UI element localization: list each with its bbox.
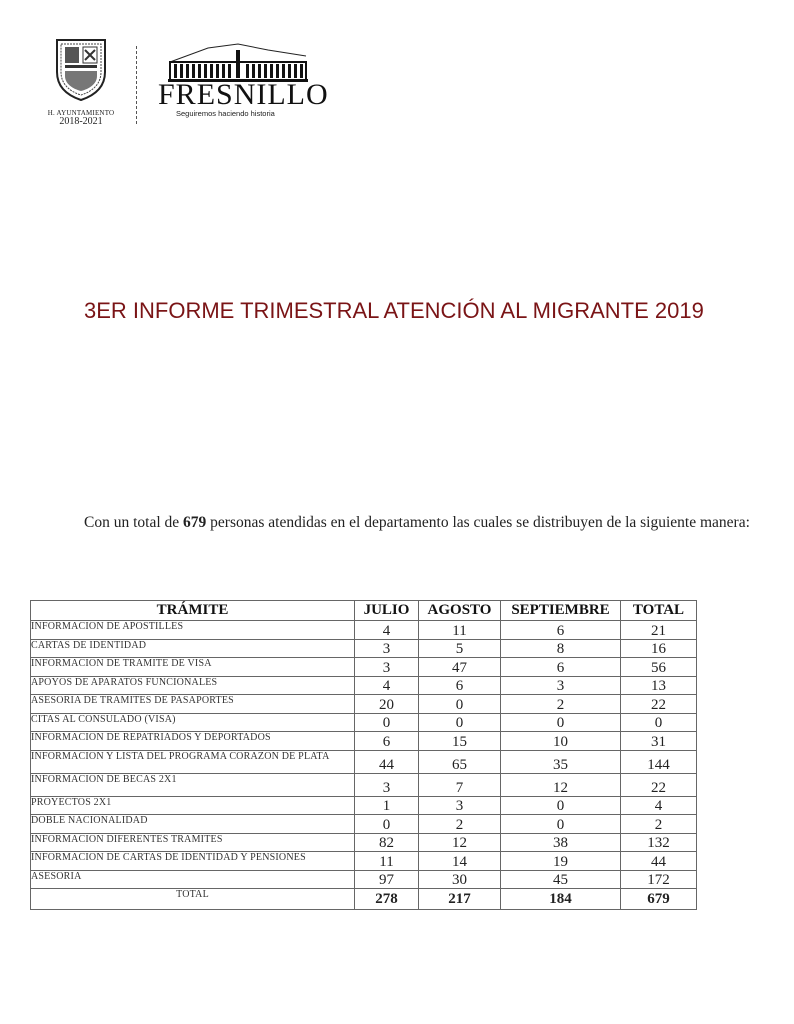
cell-tramite: INFORMACION DE CARTAS DE IDENTIDAD Y PENSIONES bbox=[31, 852, 355, 871]
skyline-icon bbox=[168, 40, 308, 82]
cell-tramite: INFORMACION DIFERENTES TRAMITES bbox=[31, 833, 355, 852]
cell-agosto: 0 bbox=[419, 713, 501, 732]
cell-septiembre: 2 bbox=[501, 695, 621, 714]
total-cell-tramite: TOTAL bbox=[31, 889, 355, 910]
cell-total: 13 bbox=[621, 676, 697, 695]
cell-agosto: 7 bbox=[419, 773, 501, 796]
cell-tramite: DOBLE NACIONALIDAD bbox=[31, 815, 355, 834]
cell-julio: 82 bbox=[355, 833, 419, 852]
cell-tramite: APOYOS DE APARATOS FUNCIONALES bbox=[31, 676, 355, 695]
cell-agosto: 15 bbox=[419, 732, 501, 751]
table-row bbox=[31, 870, 697, 889]
header-julio: JULIO bbox=[355, 601, 419, 621]
table-row bbox=[31, 732, 697, 751]
cell-julio: 11 bbox=[355, 852, 419, 871]
cell-tramite: CITAS AL CONSULADO (VISA) bbox=[31, 713, 355, 732]
procedures-table bbox=[30, 600, 697, 910]
cell-total: 16 bbox=[621, 639, 697, 658]
table-total-row bbox=[31, 889, 697, 910]
cell-septiembre: 0 bbox=[501, 815, 621, 834]
table-row bbox=[31, 852, 697, 871]
cell-tramite: PROYECTOS 2X1 bbox=[31, 796, 355, 815]
cell-julio: 0 bbox=[355, 713, 419, 732]
cell-agosto: 12 bbox=[419, 833, 501, 852]
cell-agosto: 47 bbox=[419, 658, 501, 677]
table-row bbox=[31, 658, 697, 677]
table-row bbox=[31, 695, 697, 714]
cell-total: 132 bbox=[621, 833, 697, 852]
cell-total: 172 bbox=[621, 870, 697, 889]
cell-agosto: 65 bbox=[419, 750, 501, 773]
shield-caption: H. AYUNTAMIENTO bbox=[47, 109, 115, 117]
report-title: 3ER INFORME TRIMESTRAL ATENCIÓN AL MIGRANTE 2019 bbox=[84, 298, 704, 323]
cell-septiembre: 12 bbox=[501, 773, 621, 796]
cell-agosto: 14 bbox=[419, 852, 501, 871]
cell-julio: 3 bbox=[355, 639, 419, 658]
cell-septiembre: 8 bbox=[501, 639, 621, 658]
cell-total: 4 bbox=[621, 796, 697, 815]
municipal-shield-logo bbox=[46, 36, 116, 130]
total-cell-julio: 278 bbox=[355, 889, 419, 910]
cell-tramite: ASESORIA DE TRAMITES DE PASAPORTES bbox=[31, 695, 355, 714]
header-divider bbox=[136, 46, 138, 124]
table-row bbox=[31, 713, 697, 732]
table-row bbox=[31, 621, 697, 640]
cell-total: 0 bbox=[621, 713, 697, 732]
table-row bbox=[31, 815, 697, 834]
header-agosto: AGOSTO bbox=[419, 601, 501, 621]
table-row bbox=[31, 773, 697, 796]
cell-total: 2 bbox=[621, 815, 697, 834]
intro-total: 679 bbox=[183, 514, 207, 531]
cell-total: 144 bbox=[621, 750, 697, 773]
table-row bbox=[31, 796, 697, 815]
table-row bbox=[31, 676, 697, 695]
cell-total: 56 bbox=[621, 658, 697, 677]
cell-tramite: INFORMACION DE TRAMITE DE VISA bbox=[31, 658, 355, 677]
cell-julio: 4 bbox=[355, 621, 419, 640]
fresnillo-brand-logo bbox=[158, 40, 329, 130]
table-row bbox=[31, 750, 697, 773]
cell-julio: 0 bbox=[355, 815, 419, 834]
cell-julio: 3 bbox=[355, 658, 419, 677]
header-septiembre: SEPTIEMBRE bbox=[501, 601, 621, 621]
table-header-row bbox=[31, 601, 697, 621]
total-cell-septiembre: 184 bbox=[501, 889, 621, 910]
cell-septiembre: 6 bbox=[501, 621, 621, 640]
cell-agosto: 30 bbox=[419, 870, 501, 889]
cell-septiembre: 35 bbox=[501, 750, 621, 773]
intro-paragraph bbox=[30, 512, 760, 534]
cell-julio: 4 bbox=[355, 676, 419, 695]
cell-septiembre: 0 bbox=[501, 796, 621, 815]
cell-tramite: ASESORIA bbox=[31, 870, 355, 889]
cell-tramite: INFORMACION Y LISTA DEL PROGRAMA CORAZON DE PLATA bbox=[31, 750, 355, 773]
cell-total: 21 bbox=[621, 621, 697, 640]
cell-total: 22 bbox=[621, 773, 697, 796]
cell-agosto: 5 bbox=[419, 639, 501, 658]
letterhead bbox=[40, 32, 340, 132]
table-row bbox=[31, 833, 697, 852]
cell-septiembre: 38 bbox=[501, 833, 621, 852]
brand-name: FRESNILLO bbox=[158, 78, 329, 111]
intro-text-before: Con un total de bbox=[84, 514, 184, 531]
cell-septiembre: 6 bbox=[501, 658, 621, 677]
cell-agosto: 11 bbox=[419, 621, 501, 640]
cell-agosto: 3 bbox=[419, 796, 501, 815]
cell-tramite: INFORMACION DE REPATRIADOS Y DEPORTADOS bbox=[31, 732, 355, 751]
brand-tagline: Seguiremos haciendo historia bbox=[176, 109, 275, 118]
cell-septiembre: 0 bbox=[501, 713, 621, 732]
cell-total: 44 bbox=[621, 852, 697, 871]
cell-septiembre: 3 bbox=[501, 676, 621, 695]
cell-julio: 3 bbox=[355, 773, 419, 796]
cell-julio: 97 bbox=[355, 870, 419, 889]
cell-julio: 1 bbox=[355, 796, 419, 815]
total-cell-agosto: 217 bbox=[419, 889, 501, 910]
intro-text-after: personas atendidas en el departamento las cuales se distribuyen de la siguiente manera: bbox=[206, 514, 750, 531]
total-cell-total: 679 bbox=[621, 889, 697, 910]
header-tramite: TRÁMITE bbox=[31, 601, 355, 621]
cell-tramite: INFORMACION DE APOSTILLES bbox=[31, 621, 355, 640]
table-row bbox=[31, 639, 697, 658]
cell-total: 22 bbox=[621, 695, 697, 714]
cell-agosto: 2 bbox=[419, 815, 501, 834]
cell-septiembre: 45 bbox=[501, 870, 621, 889]
cell-total: 31 bbox=[621, 732, 697, 751]
coat-of-arms-icon bbox=[53, 36, 109, 102]
cell-septiembre: 10 bbox=[501, 732, 621, 751]
cell-julio: 44 bbox=[355, 750, 419, 773]
cell-tramite: CARTAS DE IDENTIDAD bbox=[31, 639, 355, 658]
cell-julio: 6 bbox=[355, 732, 419, 751]
cell-agosto: 6 bbox=[419, 676, 501, 695]
header-total: TOTAL bbox=[621, 601, 697, 621]
cell-julio: 20 bbox=[355, 695, 419, 714]
cell-septiembre: 19 bbox=[501, 852, 621, 871]
cell-tramite: INFORMACION DE BECAS 2X1 bbox=[31, 773, 355, 796]
cell-agosto: 0 bbox=[419, 695, 501, 714]
shield-years: 2018-2021 bbox=[59, 116, 103, 127]
